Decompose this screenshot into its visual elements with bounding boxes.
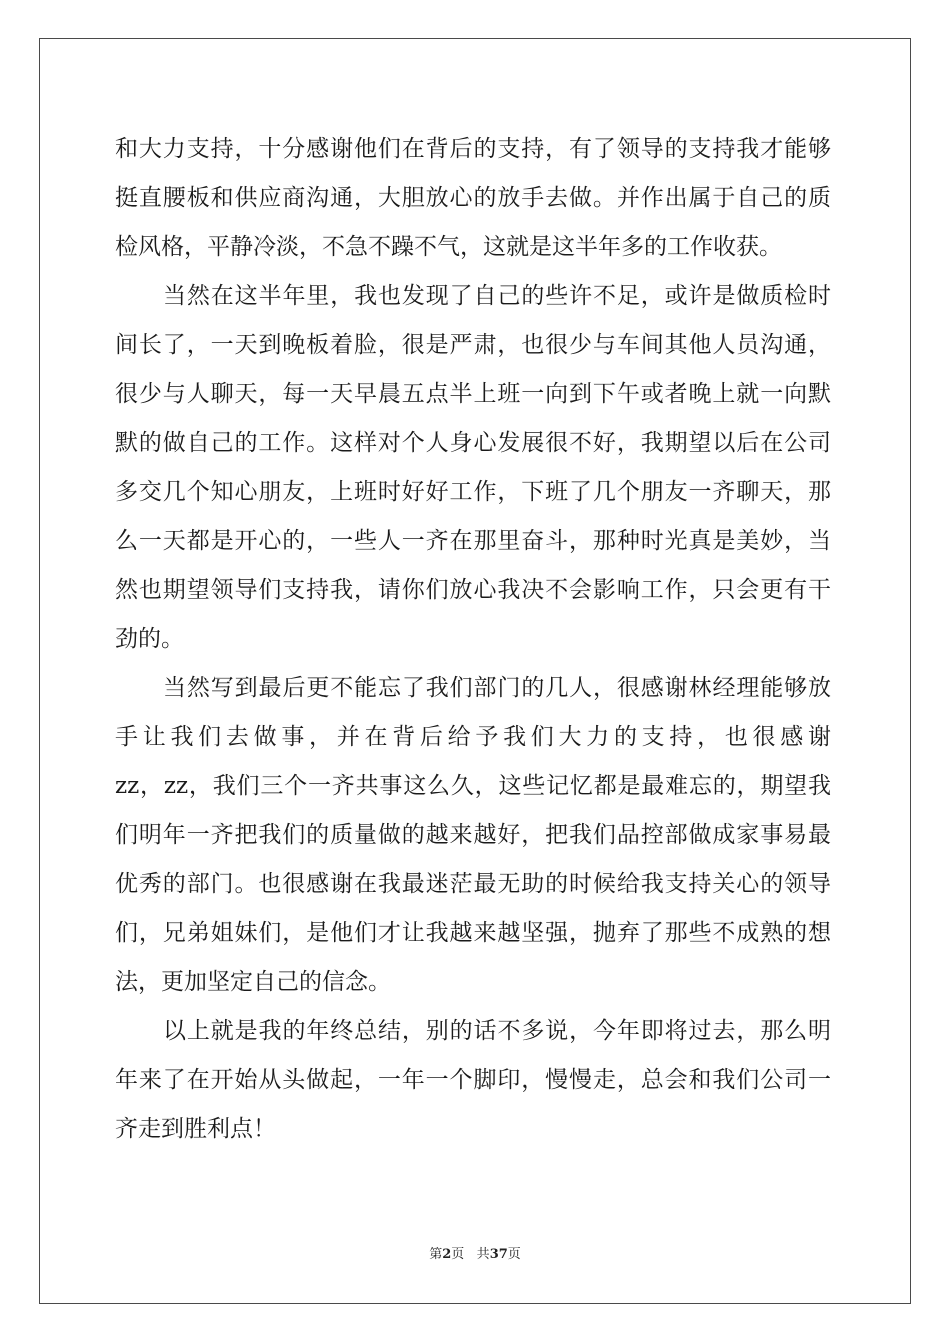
text-line: 齐走到胜利点！ [115, 1116, 276, 1142]
page-prefix: 第 [429, 1247, 443, 1262]
text-line: 挺直腰板和供应商沟通，大胆放心的放手去做。并作出属于自己的质 [115, 185, 831, 211]
text-line: 以上就是我的年终总结，别的话不多说，今年即将过去，那么明 [163, 1018, 831, 1044]
text-line: 多交几个知心朋友，上班时好好工作，下班了几个朋友一齐聊天，那 [115, 479, 831, 505]
text-line: 当然在这半年里，我也发现了自己的些许不足，或许是做质检时 [163, 283, 831, 309]
total-pages: 37 [489, 1247, 508, 1262]
total-suffix: 页 [507, 1247, 521, 1262]
page-suffix: 页 [451, 1247, 465, 1262]
text-line: 间长了，一天到晚板着脸，很是严肃，也很少与车间其他人员沟通， [115, 332, 831, 358]
text-line: 么一天都是开心的，一些人一齐在那里奋斗，那种时光真是美妙，当 [115, 528, 831, 554]
text-line: 年来了在开始从头做起，一年一个脚印，慢慢走，总会和我们公司一 [115, 1067, 831, 1093]
text-line: 检风格，平静冷淡，不急不躁不气，这就是这半年多的工作收获。 [115, 234, 782, 260]
text-line: 和大力支持，十分感谢他们在背后的支持，有了领导的支持我才能够 [115, 136, 831, 162]
text-line: 劲的。 [115, 626, 184, 652]
text-line: 手让我们去做事，并在背后给予我们大力的支持，也很感谢 [115, 724, 831, 750]
page-number: 2 [442, 1247, 452, 1262]
text-line: 们明年一齐把我们的质量做的越来越好，把我们品控部做成家事易最 [115, 822, 831, 848]
text-line: 法，更加坚定自己的信念。 [115, 969, 391, 995]
text-line: 默的做自己的工作。这样对个人身心发展很不好，我期望以后在公司 [115, 430, 831, 456]
total-prefix: 共 [476, 1247, 490, 1262]
text-line: zz，zz，我们三个一齐共事这么久，这些记忆都是最难忘的，期望我 [115, 773, 831, 799]
page-footer [0, 1245, 950, 1265]
text-line: 优秀的部门。也很感谢在我最迷茫最无助的时候给我支持关心的领导 [115, 871, 831, 897]
text-line: 然也期望领导们支持我，请你们放心我决不会影响工作，只会更有干 [115, 577, 831, 603]
text-line: 很少与人聊天，每一天早晨五点半上班一向到下午或者晚上就一向默 [115, 381, 831, 407]
text-line: 当然写到最后更不能忘了我们部门的几人，很感谢林经理能够放 [163, 675, 831, 701]
text-line: 们，兄弟姐妹们，是他们才让我越来越坚强，抛弃了那些不成熟的想 [115, 920, 831, 946]
